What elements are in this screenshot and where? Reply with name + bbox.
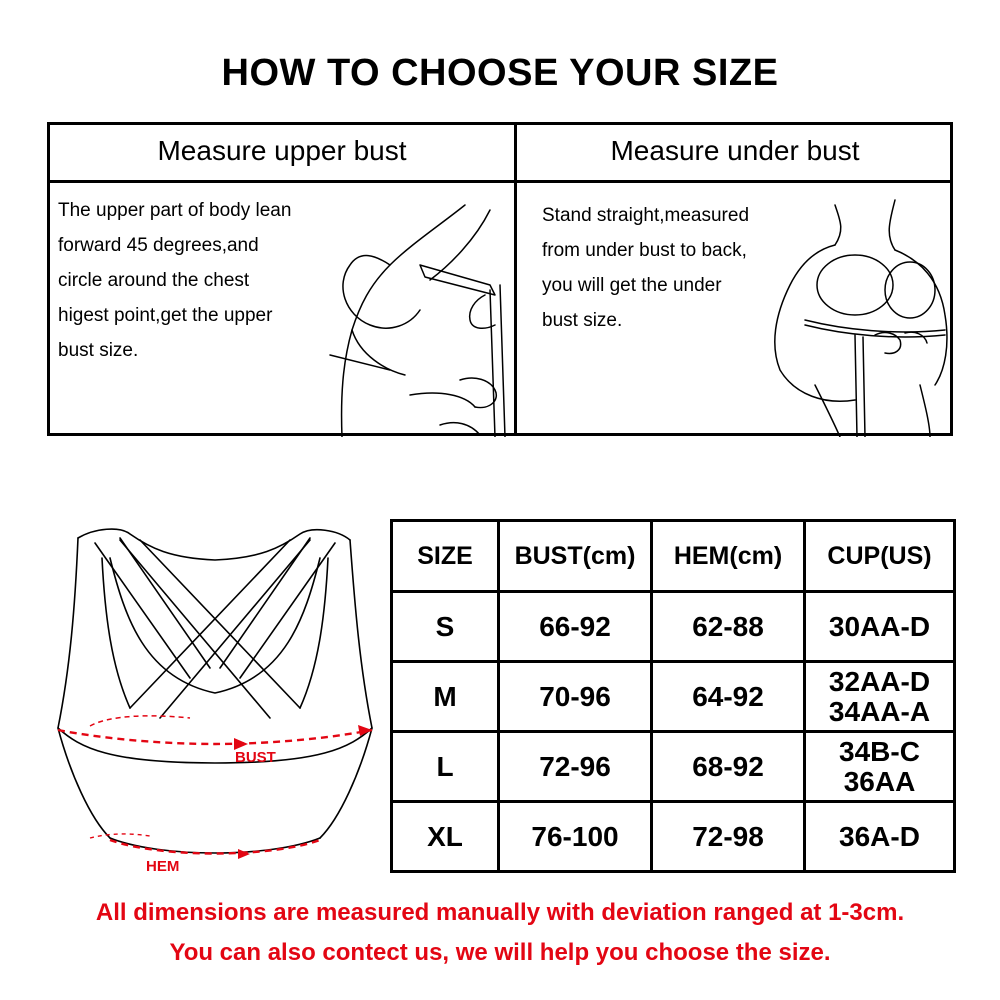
hem-cell: 64-92 — [652, 662, 805, 732]
table-row — [392, 662, 955, 732]
garment-illustration — [50, 518, 380, 888]
table-header-row — [392, 521, 955, 592]
cup-cell — [805, 662, 955, 732]
table-row — [392, 592, 955, 662]
cup-cell — [805, 802, 955, 872]
instruction-line: from under bust to back, — [542, 240, 747, 261]
bust-label: BUST — [235, 749, 276, 766]
cup-value: 30AA-D — [828, 610, 931, 642]
hem-cell: 62-88 — [652, 592, 805, 662]
hem-cell: 68-92 — [652, 732, 805, 802]
page-title: HOW TO CHOOSE YOUR SIZE — [221, 52, 779, 94]
cup-cell — [805, 592, 955, 662]
under-bust-illustration — [745, 185, 953, 437]
instruction-line: higest point,get the upper — [58, 305, 273, 326]
measurement-guide — [47, 122, 953, 436]
size-cell: S — [392, 592, 499, 662]
size-cell: L — [392, 732, 499, 802]
bust-cell: 72-96 — [499, 732, 652, 802]
size-cell: XL — [392, 802, 499, 872]
size-cell: M — [392, 662, 499, 732]
deviation-note: All dimensions are measured manually with deviation ranged at 1-3cm. — [95, 899, 905, 926]
header-bust: BUST(cm) — [499, 521, 652, 592]
instruction-line: Stand straight,measured — [542, 205, 750, 226]
under-bust-heading: Measure under bust — [610, 135, 860, 166]
instruction-line: forward 45 degrees,and — [58, 235, 259, 256]
size-chart-table — [390, 519, 956, 873]
cup-value: 36A-D — [839, 820, 920, 852]
bust-cell: 70-96 — [499, 662, 652, 732]
cup-value: 34B-C — [839, 735, 920, 767]
header-cup: CUP(US) — [805, 521, 955, 592]
instruction-line: bust size. — [542, 310, 623, 331]
upper-bust-heading: Measure upper bust — [157, 135, 407, 166]
header-size: SIZE — [392, 521, 499, 592]
hem-cell: 72-98 — [652, 802, 805, 872]
instruction-line: circle around the chest — [58, 270, 250, 291]
cup-value: 32AA-D — [828, 665, 931, 697]
table-row — [392, 732, 955, 802]
contact-note: You can also contect us, we will help you choose the size. — [169, 939, 831, 966]
panel-divider-horizontal — [50, 180, 950, 183]
table-row — [392, 802, 955, 872]
cup-cell — [805, 732, 955, 802]
header-hem: HEM(cm) — [652, 521, 805, 592]
hem-label: HEM — [146, 858, 180, 875]
upper-bust-illustration — [290, 185, 510, 437]
bust-cell: 66-92 — [499, 592, 652, 662]
instruction-line: The upper part of body lean — [58, 200, 292, 221]
instruction-line: bust size. — [58, 340, 139, 361]
instruction-line: you will get the under — [542, 275, 722, 296]
bust-cell: 76-100 — [499, 802, 652, 872]
upper-bust-instructions — [58, 193, 328, 368]
cup-value: 36AA — [843, 765, 916, 797]
panel-divider-vertical — [514, 125, 517, 433]
cup-value: 34AA-A — [828, 695, 931, 727]
